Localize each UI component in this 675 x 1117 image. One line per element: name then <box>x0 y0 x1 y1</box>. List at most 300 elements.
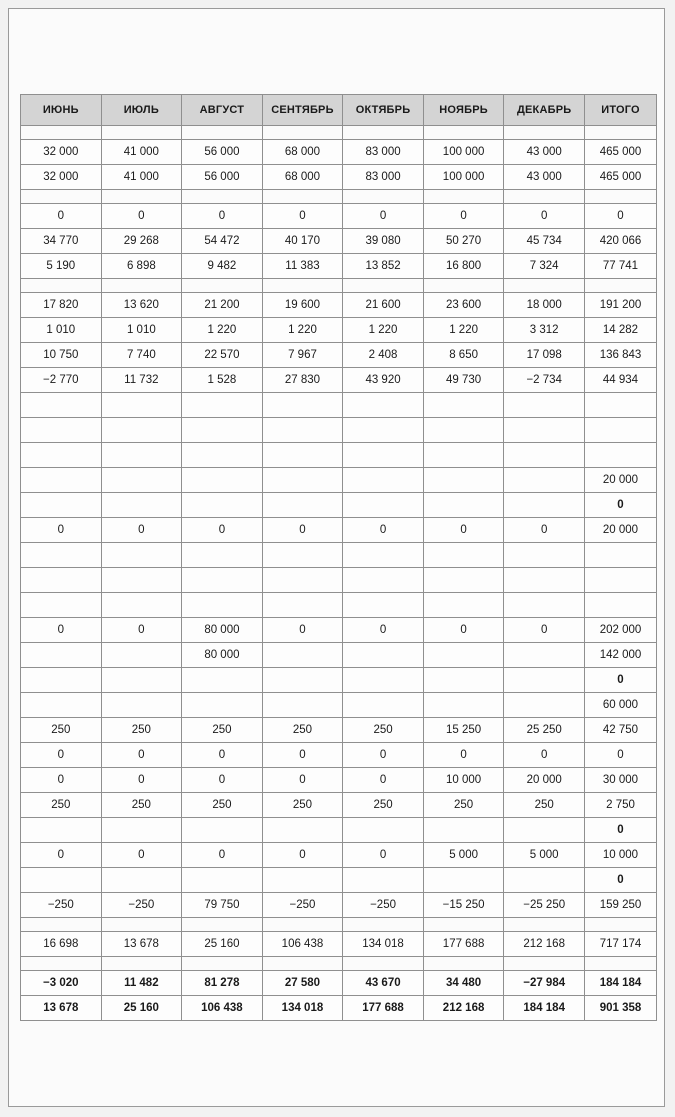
table-cell[interactable]: 8 650 <box>423 343 504 368</box>
table-cell[interactable]: 212 168 <box>504 932 585 957</box>
table-cell[interactable]: 250 <box>101 718 182 743</box>
table-cell[interactable] <box>182 493 263 518</box>
table-cell[interactable]: 0 <box>585 818 657 843</box>
table-cell[interactable]: 5 000 <box>504 843 585 868</box>
table-cell[interactable]: 0 <box>262 618 343 643</box>
table-cell[interactable] <box>182 190 263 204</box>
table-cell[interactable] <box>21 190 102 204</box>
table-cell[interactable]: 250 <box>101 793 182 818</box>
table-cell[interactable] <box>101 543 182 568</box>
table-cell[interactable] <box>21 393 102 418</box>
table-cell[interactable] <box>423 868 504 893</box>
table-cell[interactable] <box>585 126 657 140</box>
table-cell[interactable] <box>585 593 657 618</box>
table-cell[interactable] <box>504 468 585 493</box>
table-cell[interactable]: 136 843 <box>585 343 657 368</box>
table-cell[interactable] <box>343 818 424 843</box>
table-cell[interactable]: −2 770 <box>21 368 102 393</box>
table-cell[interactable]: 41 000 <box>101 165 182 190</box>
table-cell[interactable] <box>262 190 343 204</box>
table-cell[interactable]: 0 <box>101 743 182 768</box>
table-cell[interactable] <box>262 668 343 693</box>
table-cell[interactable] <box>585 543 657 568</box>
table-cell[interactable] <box>504 493 585 518</box>
table-cell[interactable] <box>423 693 504 718</box>
table-cell[interactable]: 0 <box>504 618 585 643</box>
table-cell[interactable]: 0 <box>182 743 263 768</box>
table-cell[interactable] <box>585 418 657 443</box>
table-cell[interactable]: 0 <box>101 843 182 868</box>
table-cell[interactable]: 0 <box>343 618 424 643</box>
table-cell[interactable] <box>21 957 102 971</box>
table-cell[interactable] <box>504 393 585 418</box>
table-cell[interactable]: 2 750 <box>585 793 657 818</box>
table-cell[interactable]: 0 <box>504 518 585 543</box>
table-cell[interactable] <box>101 918 182 932</box>
table-cell[interactable]: 0 <box>21 768 102 793</box>
table-cell[interactable] <box>343 593 424 618</box>
table-cell[interactable]: 0 <box>343 843 424 868</box>
table-cell[interactable]: 11 732 <box>101 368 182 393</box>
table-cell[interactable] <box>21 279 102 293</box>
table-cell[interactable] <box>585 279 657 293</box>
table-cell[interactable] <box>101 643 182 668</box>
table-cell[interactable] <box>585 957 657 971</box>
table-cell[interactable] <box>504 868 585 893</box>
table-cell[interactable] <box>343 543 424 568</box>
table-cell[interactable]: 250 <box>262 793 343 818</box>
table-cell[interactable]: 10 750 <box>21 343 102 368</box>
table-cell[interactable]: 717 174 <box>585 932 657 957</box>
table-cell[interactable] <box>423 957 504 971</box>
table-cell[interactable] <box>343 190 424 204</box>
table-cell[interactable]: 1 220 <box>423 318 504 343</box>
table-cell[interactable] <box>423 643 504 668</box>
table-cell[interactable] <box>343 443 424 468</box>
table-cell[interactable]: 54 472 <box>182 229 263 254</box>
table-cell[interactable] <box>423 190 504 204</box>
table-cell[interactable]: 177 688 <box>423 932 504 957</box>
table-cell[interactable]: 5 000 <box>423 843 504 868</box>
table-cell[interactable]: 1 010 <box>101 318 182 343</box>
table-cell[interactable]: 50 270 <box>423 229 504 254</box>
table-cell[interactable]: 10 000 <box>585 843 657 868</box>
table-cell[interactable] <box>504 693 585 718</box>
table-cell[interactable] <box>504 643 585 668</box>
table-cell[interactable]: 56 000 <box>182 140 263 165</box>
table-cell[interactable]: 0 <box>585 204 657 229</box>
table-cell[interactable]: 14 282 <box>585 318 657 343</box>
table-cell[interactable] <box>585 443 657 468</box>
table-cell[interactable] <box>21 693 102 718</box>
table-cell[interactable]: 212 168 <box>423 996 504 1021</box>
table-cell[interactable]: −2 734 <box>504 368 585 393</box>
table-cell[interactable] <box>423 568 504 593</box>
table-cell[interactable]: 80 000 <box>182 618 263 643</box>
table-cell[interactable]: 16 698 <box>21 932 102 957</box>
table-cell[interactable] <box>262 279 343 293</box>
table-cell[interactable]: 0 <box>585 493 657 518</box>
table-cell[interactable] <box>423 393 504 418</box>
table-cell[interactable] <box>262 543 343 568</box>
table-cell[interactable]: 43 670 <box>343 971 424 996</box>
table-cell[interactable]: 80 000 <box>182 643 263 668</box>
table-cell[interactable]: 465 000 <box>585 165 657 190</box>
table-cell[interactable]: 1 220 <box>343 318 424 343</box>
table-cell[interactable] <box>21 818 102 843</box>
table-cell[interactable] <box>262 693 343 718</box>
table-cell[interactable]: 43 920 <box>343 368 424 393</box>
table-cell[interactable] <box>262 868 343 893</box>
table-cell[interactable] <box>21 643 102 668</box>
table-cell[interactable] <box>101 190 182 204</box>
table-cell[interactable]: 25 160 <box>182 932 263 957</box>
table-cell[interactable]: −250 <box>21 893 102 918</box>
table-cell[interactable]: 0 <box>423 518 504 543</box>
table-cell[interactable]: −15 250 <box>423 893 504 918</box>
table-cell[interactable]: 0 <box>262 743 343 768</box>
table-cell[interactable] <box>423 918 504 932</box>
table-cell[interactable]: 15 250 <box>423 718 504 743</box>
table-cell[interactable]: 191 200 <box>585 293 657 318</box>
table-cell[interactable]: 32 000 <box>21 165 102 190</box>
table-cell[interactable]: 20 000 <box>585 468 657 493</box>
table-cell[interactable] <box>101 443 182 468</box>
table-cell[interactable]: 11 383 <box>262 254 343 279</box>
table-cell[interactable]: 202 000 <box>585 618 657 643</box>
table-cell[interactable] <box>262 957 343 971</box>
table-cell[interactable]: 17 098 <box>504 343 585 368</box>
table-cell[interactable]: 32 000 <box>21 140 102 165</box>
table-cell[interactable]: 420 066 <box>585 229 657 254</box>
table-cell[interactable]: 3 312 <box>504 318 585 343</box>
table-cell[interactable]: 45 734 <box>504 229 585 254</box>
table-cell[interactable] <box>504 279 585 293</box>
table-cell[interactable] <box>343 393 424 418</box>
table-cell[interactable]: 0 <box>585 668 657 693</box>
table-cell[interactable]: 0 <box>504 743 585 768</box>
table-cell[interactable] <box>262 126 343 140</box>
table-cell[interactable] <box>343 279 424 293</box>
table-cell[interactable]: 13 678 <box>101 932 182 957</box>
table-cell[interactable]: 19 600 <box>262 293 343 318</box>
table-cell[interactable] <box>423 443 504 468</box>
table-cell[interactable]: 0 <box>423 743 504 768</box>
table-cell[interactable] <box>343 468 424 493</box>
table-cell[interactable]: 27 830 <box>262 368 343 393</box>
table-cell[interactable] <box>423 493 504 518</box>
table-cell[interactable] <box>504 443 585 468</box>
table-cell[interactable]: 0 <box>262 204 343 229</box>
table-cell[interactable] <box>182 126 263 140</box>
table-cell[interactable]: 177 688 <box>343 996 424 1021</box>
table-cell[interactable]: 465 000 <box>585 140 657 165</box>
table-cell[interactable]: 0 <box>343 768 424 793</box>
table-cell[interactable]: 11 482 <box>101 971 182 996</box>
table-cell[interactable] <box>504 593 585 618</box>
table-cell[interactable] <box>262 443 343 468</box>
table-cell[interactable] <box>504 957 585 971</box>
table-cell[interactable] <box>21 668 102 693</box>
table-cell[interactable] <box>504 418 585 443</box>
table-cell[interactable] <box>182 818 263 843</box>
table-cell[interactable]: 250 <box>182 718 263 743</box>
table-cell[interactable]: 60 000 <box>585 693 657 718</box>
table-cell[interactable] <box>182 918 263 932</box>
table-cell[interactable]: 20 000 <box>504 768 585 793</box>
table-cell[interactable]: 77 741 <box>585 254 657 279</box>
table-cell[interactable] <box>101 868 182 893</box>
table-cell[interactable]: 13 620 <box>101 293 182 318</box>
table-cell[interactable]: −3 020 <box>21 971 102 996</box>
table-cell[interactable] <box>423 668 504 693</box>
table-cell[interactable]: 0 <box>262 843 343 868</box>
table-cell[interactable]: 34 770 <box>21 229 102 254</box>
table-cell[interactable] <box>585 918 657 932</box>
table-cell[interactable]: 68 000 <box>262 165 343 190</box>
table-cell[interactable] <box>182 443 263 468</box>
table-cell[interactable]: 43 000 <box>504 140 585 165</box>
table-cell[interactable] <box>423 593 504 618</box>
table-cell[interactable] <box>423 418 504 443</box>
table-cell[interactable] <box>101 668 182 693</box>
table-cell[interactable] <box>101 693 182 718</box>
table-cell[interactable]: 0 <box>101 204 182 229</box>
table-cell[interactable]: 20 000 <box>585 518 657 543</box>
table-cell[interactable]: 17 820 <box>21 293 102 318</box>
table-cell[interactable]: 25 250 <box>504 718 585 743</box>
table-cell[interactable] <box>585 190 657 204</box>
table-cell[interactable]: 0 <box>101 618 182 643</box>
table-cell[interactable] <box>343 493 424 518</box>
table-cell[interactable]: 0 <box>262 518 343 543</box>
table-cell[interactable]: 134 018 <box>343 932 424 957</box>
table-cell[interactable]: 0 <box>423 618 504 643</box>
table-cell[interactable]: 7 967 <box>262 343 343 368</box>
table-cell[interactable]: 43 000 <box>504 165 585 190</box>
table-cell[interactable]: 2 408 <box>343 343 424 368</box>
table-cell[interactable]: 42 750 <box>585 718 657 743</box>
table-cell[interactable]: 250 <box>504 793 585 818</box>
table-cell[interactable]: 83 000 <box>343 165 424 190</box>
table-cell[interactable]: 0 <box>343 743 424 768</box>
table-cell[interactable]: 142 000 <box>585 643 657 668</box>
table-cell[interactable]: 18 000 <box>504 293 585 318</box>
table-cell[interactable]: 250 <box>262 718 343 743</box>
table-cell[interactable]: 184 184 <box>585 971 657 996</box>
table-cell[interactable] <box>262 493 343 518</box>
table-cell[interactable] <box>21 918 102 932</box>
table-cell[interactable] <box>101 468 182 493</box>
table-cell[interactable] <box>343 568 424 593</box>
table-cell[interactable] <box>101 568 182 593</box>
table-cell[interactable] <box>423 126 504 140</box>
table-cell[interactable]: 10 000 <box>423 768 504 793</box>
table-cell[interactable] <box>21 593 102 618</box>
table-cell[interactable]: 41 000 <box>101 140 182 165</box>
table-cell[interactable] <box>101 493 182 518</box>
table-cell[interactable]: −27 984 <box>504 971 585 996</box>
table-cell[interactable] <box>262 818 343 843</box>
table-cell[interactable] <box>504 918 585 932</box>
table-cell[interactable]: −250 <box>343 893 424 918</box>
table-cell[interactable]: 81 278 <box>182 971 263 996</box>
table-cell[interactable] <box>423 818 504 843</box>
table-cell[interactable] <box>423 468 504 493</box>
table-cell[interactable]: 7 324 <box>504 254 585 279</box>
table-cell[interactable]: 83 000 <box>343 140 424 165</box>
table-cell[interactable]: 250 <box>343 718 424 743</box>
table-cell[interactable] <box>182 468 263 493</box>
table-cell[interactable] <box>262 418 343 443</box>
table-cell[interactable] <box>262 918 343 932</box>
table-cell[interactable]: 0 <box>21 618 102 643</box>
table-cell[interactable] <box>182 957 263 971</box>
table-cell[interactable] <box>101 818 182 843</box>
table-cell[interactable] <box>262 643 343 668</box>
table-cell[interactable] <box>262 593 343 618</box>
table-cell[interactable] <box>343 668 424 693</box>
table-cell[interactable]: 27 580 <box>262 971 343 996</box>
table-cell[interactable] <box>182 568 263 593</box>
table-cell[interactable]: 100 000 <box>423 140 504 165</box>
table-cell[interactable]: 13 852 <box>343 254 424 279</box>
table-cell[interactable]: 56 000 <box>182 165 263 190</box>
table-cell[interactable]: 1 220 <box>182 318 263 343</box>
table-cell[interactable]: −25 250 <box>504 893 585 918</box>
table-cell[interactable]: 0 <box>21 518 102 543</box>
table-cell[interactable]: 39 080 <box>343 229 424 254</box>
table-cell[interactable]: 34 480 <box>423 971 504 996</box>
table-cell[interactable]: 40 170 <box>262 229 343 254</box>
table-cell[interactable] <box>585 568 657 593</box>
table-cell[interactable]: 1 528 <box>182 368 263 393</box>
table-cell[interactable]: 0 <box>262 768 343 793</box>
table-cell[interactable] <box>182 418 263 443</box>
table-cell[interactable] <box>504 190 585 204</box>
table-cell[interactable]: 250 <box>423 793 504 818</box>
table-cell[interactable] <box>262 393 343 418</box>
table-cell[interactable]: 0 <box>21 204 102 229</box>
table-cell[interactable]: 0 <box>423 204 504 229</box>
table-cell[interactable] <box>343 418 424 443</box>
table-cell[interactable]: 9 482 <box>182 254 263 279</box>
table-cell[interactable]: −250 <box>101 893 182 918</box>
table-cell[interactable]: 134 018 <box>262 996 343 1021</box>
table-cell[interactable]: 21 200 <box>182 293 263 318</box>
table-cell[interactable]: 250 <box>21 718 102 743</box>
table-cell[interactable]: 22 570 <box>182 343 263 368</box>
table-cell[interactable]: 68 000 <box>262 140 343 165</box>
table-cell[interactable]: 106 438 <box>182 996 263 1021</box>
table-cell[interactable]: 0 <box>21 743 102 768</box>
table-cell[interactable]: 1 220 <box>262 318 343 343</box>
table-cell[interactable] <box>101 393 182 418</box>
table-cell[interactable] <box>21 568 102 593</box>
table-cell[interactable] <box>343 957 424 971</box>
table-cell[interactable]: 0 <box>585 868 657 893</box>
table-cell[interactable] <box>585 393 657 418</box>
table-cell[interactable] <box>101 418 182 443</box>
table-cell[interactable]: 250 <box>343 793 424 818</box>
table-cell[interactable] <box>504 543 585 568</box>
table-cell[interactable] <box>182 279 263 293</box>
table-cell[interactable] <box>21 468 102 493</box>
table-cell[interactable] <box>262 568 343 593</box>
table-cell[interactable] <box>101 957 182 971</box>
table-cell[interactable]: 49 730 <box>423 368 504 393</box>
table-cell[interactable]: 0 <box>343 518 424 543</box>
table-cell[interactable] <box>504 668 585 693</box>
table-cell[interactable] <box>101 279 182 293</box>
table-cell[interactable]: 184 184 <box>504 996 585 1021</box>
table-cell[interactable]: 0 <box>101 768 182 793</box>
table-cell[interactable] <box>21 493 102 518</box>
table-cell[interactable] <box>343 643 424 668</box>
table-cell[interactable] <box>423 279 504 293</box>
table-cell[interactable]: 159 250 <box>585 893 657 918</box>
table-cell[interactable]: 6 898 <box>101 254 182 279</box>
table-cell[interactable]: 100 000 <box>423 165 504 190</box>
table-cell[interactable] <box>21 543 102 568</box>
table-cell[interactable] <box>182 593 263 618</box>
table-cell[interactable]: 0 <box>182 204 263 229</box>
table-cell[interactable]: 0 <box>343 204 424 229</box>
table-cell[interactable]: 13 678 <box>21 996 102 1021</box>
table-cell[interactable] <box>182 543 263 568</box>
table-cell[interactable]: 106 438 <box>262 932 343 957</box>
table-cell[interactable] <box>21 443 102 468</box>
table-cell[interactable]: 44 934 <box>585 368 657 393</box>
table-cell[interactable]: 0 <box>585 743 657 768</box>
table-cell[interactable] <box>343 126 424 140</box>
table-cell[interactable] <box>504 818 585 843</box>
table-cell[interactable] <box>504 568 585 593</box>
table-cell[interactable] <box>182 693 263 718</box>
table-cell[interactable]: 25 160 <box>101 996 182 1021</box>
table-cell[interactable] <box>343 693 424 718</box>
table-cell[interactable] <box>21 418 102 443</box>
table-cell[interactable] <box>101 593 182 618</box>
table-cell[interactable] <box>423 543 504 568</box>
table-cell[interactable] <box>182 668 263 693</box>
table-cell[interactable]: 7 740 <box>101 343 182 368</box>
table-cell[interactable]: 0 <box>101 518 182 543</box>
table-cell[interactable]: 0 <box>504 204 585 229</box>
table-cell[interactable]: 0 <box>21 843 102 868</box>
table-cell[interactable]: 29 268 <box>101 229 182 254</box>
table-cell[interactable]: 901 358 <box>585 996 657 1021</box>
table-cell[interactable]: 79 750 <box>182 893 263 918</box>
table-cell[interactable]: 16 800 <box>423 254 504 279</box>
table-cell[interactable]: 0 <box>182 768 263 793</box>
table-cell[interactable] <box>343 918 424 932</box>
table-cell[interactable] <box>262 468 343 493</box>
table-cell[interactable] <box>182 393 263 418</box>
table-cell[interactable] <box>101 126 182 140</box>
table-cell[interactable]: 21 600 <box>343 293 424 318</box>
table-cell[interactable]: 23 600 <box>423 293 504 318</box>
table-cell[interactable]: 0 <box>182 843 263 868</box>
table-cell[interactable] <box>182 868 263 893</box>
table-cell[interactable]: 250 <box>21 793 102 818</box>
table-cell[interactable]: −250 <box>262 893 343 918</box>
table-cell[interactable]: 30 000 <box>585 768 657 793</box>
table-cell[interactable] <box>21 126 102 140</box>
table-cell[interactable]: 5 190 <box>21 254 102 279</box>
table-cell[interactable]: 1 010 <box>21 318 102 343</box>
table-cell[interactable]: 250 <box>182 793 263 818</box>
